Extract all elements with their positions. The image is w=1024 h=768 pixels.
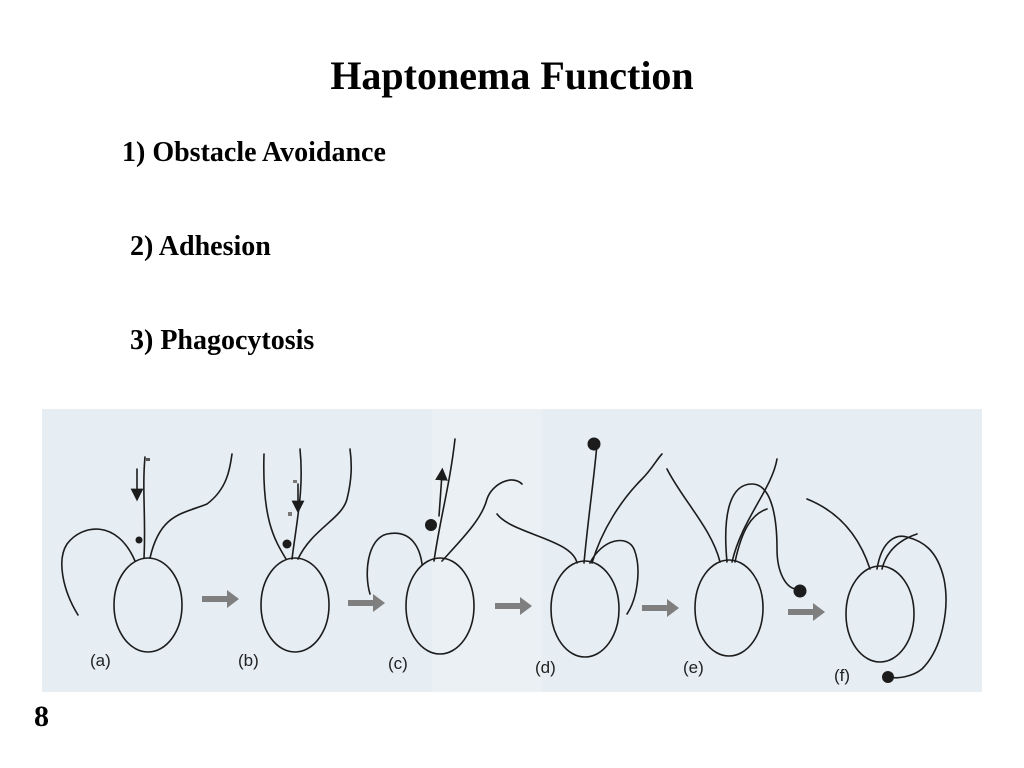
haptonema-figure [42,409,982,692]
panel-label-f: (f) [834,666,851,685]
panel-label-c: (c) [388,654,408,673]
panel-label-d: (d) [535,658,556,677]
list-item-phagocytosis: 3) Phagocytosis [130,325,315,356]
slide-title: Haptonema Function [330,53,694,98]
list-item-adhesion: 2) Adhesion [130,231,271,262]
panel-label-b: (b) [238,651,259,670]
list-item-obstacle-avoidance: 1) Obstacle Avoidance [122,137,386,168]
panel-label-a: (a) [90,651,111,670]
page-number: 8 [34,700,49,733]
panel-label-e: (e) [683,658,704,677]
